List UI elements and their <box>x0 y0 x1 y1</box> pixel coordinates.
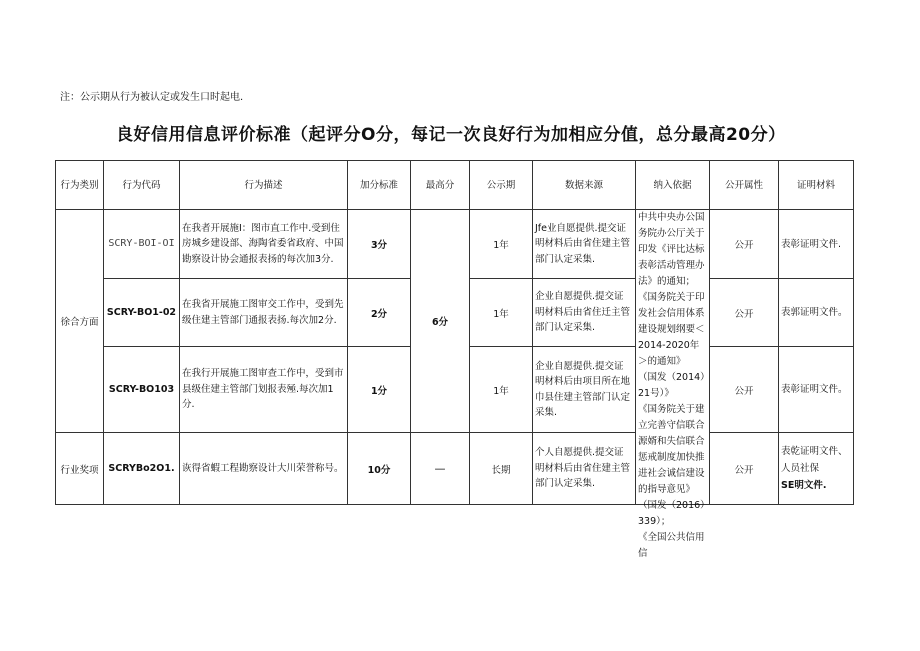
category-cell: 徐合方面 <box>56 210 104 433</box>
behavior-code: SCRYBo2O1. <box>104 433 180 505</box>
material-cell: 表彰证明文件。 <box>779 347 854 433</box>
header-period: 公示期 <box>470 161 533 210</box>
header-score: 加分标准 <box>348 161 411 210</box>
behavior-desc: 在我行开展施工图审查工作中，受到市县级住建主管部门划报表殛.每次加1分. <box>180 347 348 433</box>
score-cell: 3分 <box>348 210 411 279</box>
table-row <box>56 210 854 279</box>
table-row <box>56 433 854 505</box>
score-cell: 2分 <box>348 279 411 347</box>
header-code: 行为代码 <box>104 161 180 210</box>
material-cell <box>779 433 854 505</box>
basis-cell <box>636 210 710 559</box>
basis-paragraph: 《国务院关于印发社会信用体系建设规划纲要＜2014-2020年＞的通知》 <box>638 292 705 367</box>
material-line: 表乾证明文件、 <box>781 446 848 457</box>
period-cell: 长期 <box>470 433 533 505</box>
header-row <box>56 161 854 210</box>
behavior-desc: 诙得省蝦工程勘察设计大川荣誉称号。 <box>180 433 348 505</box>
category-cell: 行业奖项 <box>56 433 104 505</box>
header-desc: 行为描述 <box>180 161 348 210</box>
attr-cell: 公开 <box>710 210 779 279</box>
score-cell: 1分 <box>348 347 411 433</box>
behavior-code: SCRY-BOI-OI <box>104 210 180 279</box>
basis-paragraph: 《国务院关于建立完善守信联合源婿和失信联合惩戒制度加快推进社会诚信建设的指导意见》（国发（2016）339）； <box>638 404 705 527</box>
behavior-desc: 在我者开展施I：图市直工作中.受到住房城乡建设部、海陶省委省政府、中国勘察设计协会通报表扬的每次加3分. <box>180 210 348 279</box>
attr-cell: 公开 <box>710 433 779 505</box>
attr-cell: 公开 <box>710 279 779 347</box>
basis-paragraph: 《全国公共信用信 <box>638 532 705 559</box>
basis-paragraph: 中共中央办公国务院办公厅关于印发《评比达标表彰活动管理办法》的通知； <box>638 212 705 287</box>
material-cell: 表郭证明文件。 <box>779 279 854 347</box>
header-basis: 纳入依据 <box>636 161 710 210</box>
period-cell: 1年 <box>470 347 533 433</box>
header-max: 最高分 <box>411 161 470 210</box>
page-note: 注：公示期从行为被认定或发生口时起电. <box>60 92 244 103</box>
header-source: 数据来源 <box>533 161 636 210</box>
header-category: 行为类别 <box>56 161 104 210</box>
score-cell: 10分 <box>348 433 411 505</box>
material-line: SE明文件. <box>781 480 827 491</box>
source-cell: Jfe业自愿提供.提交证明材料后由省住建主管部门认定采集. <box>533 210 636 279</box>
basis-paragraph: （国发（2014）21号）》 <box>638 372 705 399</box>
material-cell: 表彰证明文件. <box>779 210 854 279</box>
credit-evaluation-table <box>55 160 854 559</box>
behavior-code: SCRY-BO103 <box>104 347 180 433</box>
period-cell: 1年 <box>470 279 533 347</box>
attr-cell: 公开 <box>710 347 779 433</box>
behavior-code: SCRY-BO1-02 <box>104 279 180 347</box>
page-title: 良好信用信息评价标准（起评分O分，每记一次良好行为加相应分值，总分最高20分） <box>116 125 786 145</box>
header-attr: 公开属性 <box>710 161 779 210</box>
behavior-desc: 在我省开展施工图审交工作中，受到先级住建主管部门通报表扬.每次加2分. <box>180 279 348 347</box>
max-score-cell: 6分 <box>411 210 470 433</box>
source-cell: 企业自愿提供.提交证明材料后由项目所在地巾县住建主管部门认定采集. <box>533 347 636 433</box>
header-material: 证明材料 <box>779 161 854 210</box>
max-score-cell: — <box>411 433 470 505</box>
source-cell: 企业自愿提供.提交证明材料后由省住迁主管部门认定采集. <box>533 279 636 347</box>
material-line: 人员社保 <box>781 463 820 474</box>
source-cell: 个人自愿提供.提交证明材料后由省住建主管部门认定采集. <box>533 433 636 505</box>
period-cell: 1年 <box>470 210 533 279</box>
